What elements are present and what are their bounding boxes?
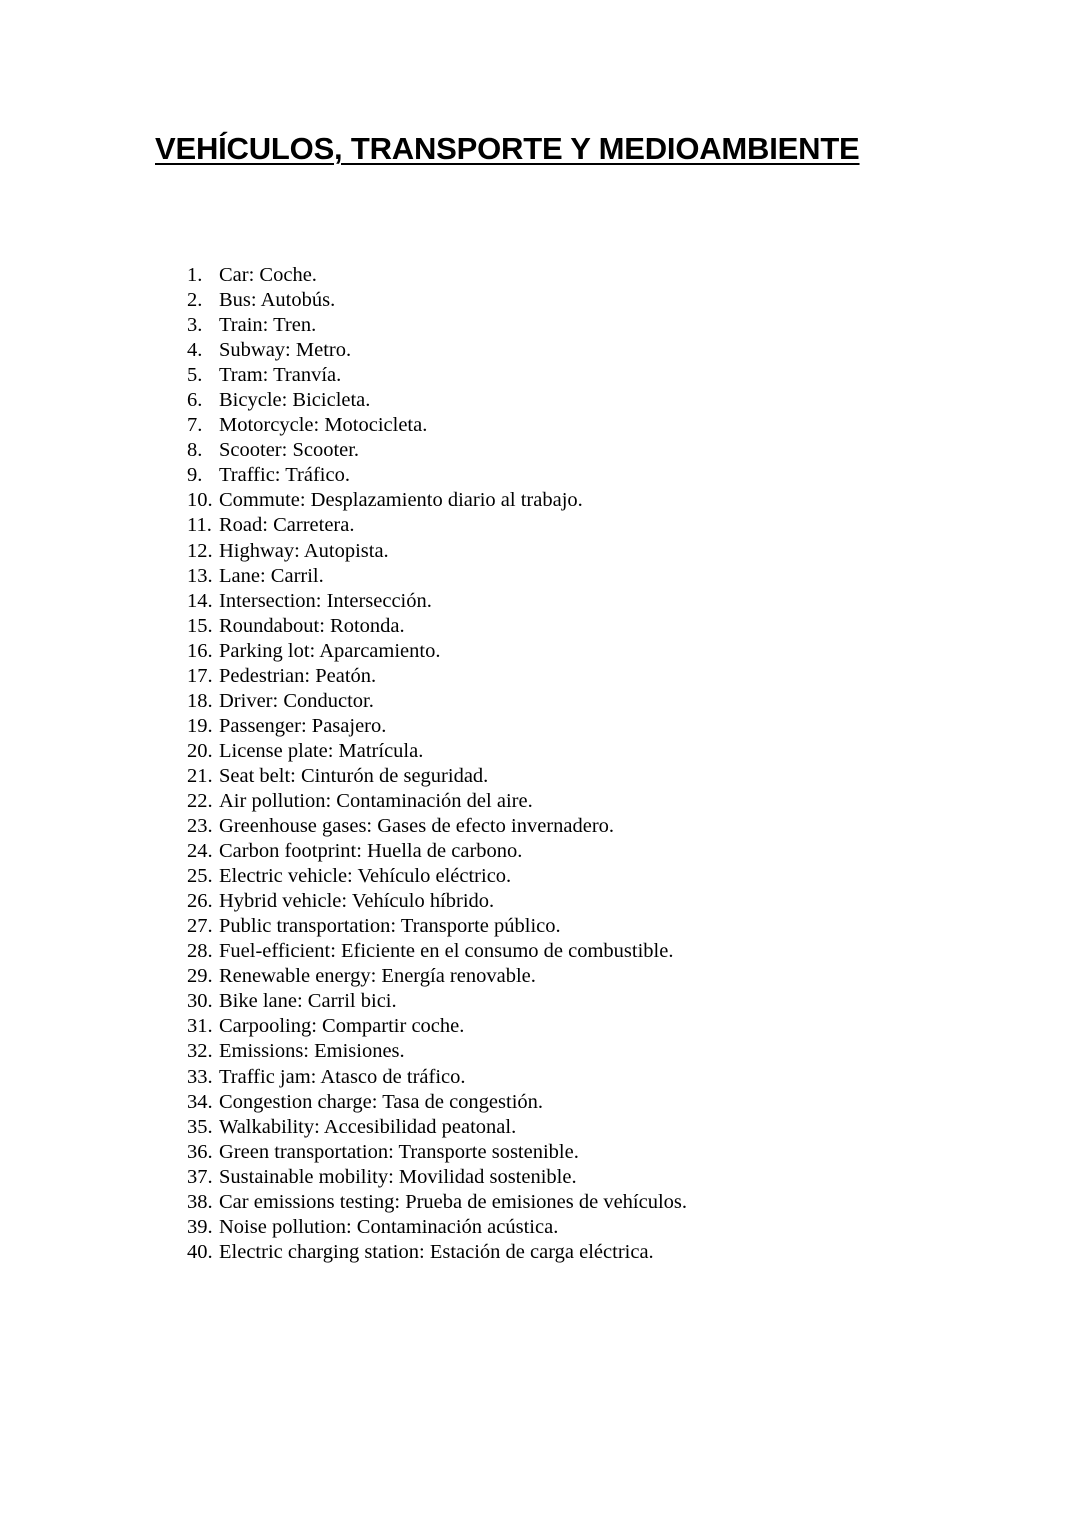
item-number: 39. (187, 1215, 213, 1238)
item-text: Car emissions testing: Prueba de emisiones de vehículos. (219, 1190, 688, 1213)
item-number: 36. (187, 1140, 213, 1163)
item-text: Green transportation: Transporte sostenible. (219, 1140, 579, 1163)
item-number: 28. (187, 940, 213, 963)
item-number: 7. (187, 414, 203, 437)
page-title: VEHÍCULOS, TRANSPORTE Y MEDIOAMBIENTE (155, 131, 860, 166)
list-item (187, 1165, 687, 1190)
item-text: Seat belt: Cinturón de seguridad. (219, 764, 489, 787)
item-number: 35. (187, 1115, 213, 1138)
list-item (187, 513, 687, 538)
item-text: Air pollution: Contaminación del aire. (219, 789, 533, 812)
item-text: Traffic jam: Atasco de tráfico. (219, 1065, 466, 1088)
list-item (187, 689, 687, 714)
item-number: 16. (187, 639, 213, 662)
item-number: 21. (187, 764, 213, 787)
list-item (187, 814, 687, 839)
item-text: Highway: Autopista. (219, 539, 389, 562)
item-text: Road: Carretera. (219, 514, 355, 537)
item-text: Roundabout: Rotonda. (219, 614, 405, 637)
item-number: 3. (187, 314, 203, 337)
item-number: 5. (187, 364, 203, 387)
item-text: Commute: Desplazamiento diario al trabajo. (219, 489, 583, 512)
list-item (187, 714, 687, 739)
item-number: 4. (187, 339, 203, 362)
item-number: 40. (187, 1240, 213, 1263)
item-number: 32. (187, 1040, 213, 1063)
item-text: Noise pollution: Contaminación acústica. (219, 1215, 559, 1238)
item-number: 1. (187, 264, 203, 286)
item-number: 9. (187, 464, 203, 487)
item-text: Scooter: Scooter. (219, 439, 360, 462)
item-number: 19. (187, 714, 213, 737)
item-text: Greenhouse gases: Gases de efecto invernadero. (219, 815, 615, 838)
item-text: Motorcycle: Motocicleta. (219, 414, 428, 437)
list-item (187, 263, 687, 288)
item-text: Fuel-efficient: Eficiente en el consumo de combustible. (219, 940, 674, 963)
item-number: 8. (187, 439, 203, 462)
item-text: Emissions: Emisiones. (219, 1040, 405, 1063)
list-item (187, 1140, 687, 1165)
list-item (187, 614, 687, 639)
list-item (187, 1115, 687, 1140)
item-text: Traffic: Tráfico. (219, 464, 350, 487)
item-number: 33. (187, 1065, 213, 1088)
item-text: Train: Tren. (219, 314, 317, 337)
item-number: 26. (187, 890, 213, 913)
item-text: Sustainable mobility: Movilidad sostenible. (219, 1165, 577, 1188)
item-text: Passenger: Pasajero. (219, 714, 387, 737)
list-item (187, 989, 687, 1014)
item-number: 14. (187, 589, 213, 612)
list-item (187, 539, 687, 564)
item-number: 23. (187, 815, 213, 838)
list-item (187, 764, 687, 789)
list-item (187, 564, 687, 589)
item-text: Walkability: Accesibilidad peatonal. (219, 1115, 517, 1138)
item-number: 2. (187, 289, 203, 312)
list-item (187, 864, 687, 889)
list-item (187, 1240, 687, 1265)
list-item (187, 488, 687, 513)
list-item (187, 939, 687, 964)
item-text: Bike lane: Carril bici. (219, 990, 397, 1013)
list-item (187, 889, 687, 914)
item-text: Tram: Tranvía. (219, 364, 342, 387)
list-item (187, 639, 687, 664)
item-text: Pedestrian: Peatón. (219, 664, 377, 687)
item-text: License plate: Matrícula. (219, 739, 424, 762)
list-item (187, 914, 687, 939)
list-item (187, 288, 687, 313)
list-item (187, 363, 687, 388)
item-text: Renewable energy: Energía renovable. (219, 965, 536, 988)
list-item (187, 413, 687, 438)
list-item (187, 313, 687, 338)
list-item (187, 589, 687, 614)
list-item (187, 388, 687, 413)
item-text: Electric charging station: Estación de carga eléctrica. (219, 1240, 654, 1263)
list-item (187, 338, 687, 363)
list-item (187, 1215, 687, 1240)
list-item (187, 463, 687, 488)
item-number: 38. (187, 1190, 213, 1213)
item-number: 37. (187, 1165, 213, 1188)
item-text: Bus: Autobús. (219, 289, 336, 312)
item-text: Intersection: Intersección. (219, 589, 432, 612)
item-number: 13. (187, 564, 213, 587)
list-item (187, 839, 687, 864)
list-item (187, 1014, 687, 1039)
item-text: Hybrid vehicle: Vehículo híbrido. (219, 890, 495, 913)
item-number: 25. (187, 865, 213, 888)
list-item (187, 964, 687, 989)
item-number: 34. (187, 1090, 213, 1113)
list-item (187, 438, 687, 463)
list-item (187, 789, 687, 814)
item-number: 20. (187, 739, 213, 762)
item-text: Congestion charge: Tasa de congestión. (219, 1090, 544, 1113)
item-text: Electric vehicle: Vehículo eléctrico. (219, 865, 512, 888)
item-number: 11. (187, 514, 212, 537)
vocabulary-list (187, 263, 687, 1265)
item-text: Lane: Carril. (219, 564, 324, 587)
list-item (187, 1090, 687, 1115)
item-text: Carbon footprint: Huella de carbono. (219, 840, 523, 863)
item-text: Public transportation: Transporte público. (219, 915, 561, 938)
item-number: 6. (187, 389, 203, 412)
list-item (187, 1039, 687, 1064)
item-text: Parking lot: Aparcamiento. (219, 639, 441, 662)
item-number: 30. (187, 990, 213, 1013)
item-number: 24. (187, 840, 213, 863)
item-text: Bicycle: Bicicleta. (219, 389, 371, 412)
item-number: 10. (187, 489, 213, 512)
item-number: 15. (187, 614, 213, 637)
list-item (187, 739, 687, 764)
item-text: Car: Coche. (219, 264, 317, 286)
item-text: Driver: Conductor. (219, 689, 374, 712)
list-item (187, 1065, 687, 1090)
list-item (187, 664, 687, 689)
list-item (187, 1190, 687, 1215)
item-number: 31. (187, 1015, 213, 1038)
item-text: Carpooling: Compartir coche. (219, 1015, 465, 1038)
item-number: 27. (187, 915, 213, 938)
item-number: 17. (187, 664, 213, 687)
item-number: 29. (187, 965, 213, 988)
item-number: 12. (187, 539, 213, 562)
item-number: 18. (187, 689, 213, 712)
item-text: Subway: Metro. (219, 339, 352, 362)
item-number: 22. (187, 789, 213, 812)
